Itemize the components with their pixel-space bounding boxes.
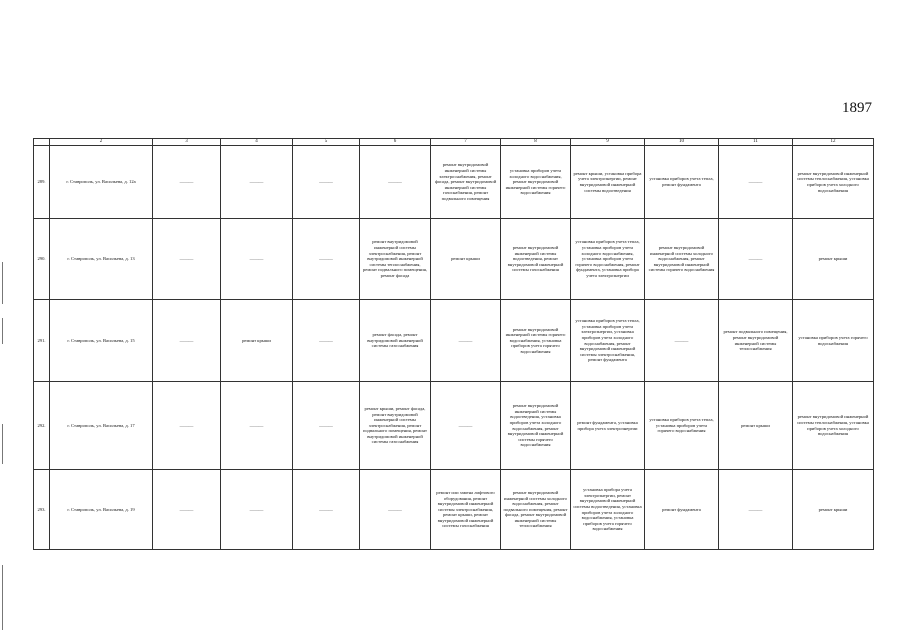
works-cell: ——— bbox=[719, 146, 793, 219]
row-number: 293. bbox=[34, 470, 50, 550]
works-cell: ремонт внутридомовой инженерной системы водоотведения, установка приборов учета холодного водоснабжения, ремонт внутридомовой инженерной системы горячего водоснабжения bbox=[501, 382, 571, 470]
header-cell: 6 bbox=[360, 139, 431, 146]
margin-mark bbox=[2, 424, 3, 464]
works-cell: ремонт крыши bbox=[431, 219, 501, 300]
header-cell: 11 bbox=[719, 139, 793, 146]
works-cell: установка приборов учета холодного водоснабжения, ремонт внутридомовой инженерной системы горячего водоснабжения bbox=[501, 146, 571, 219]
works-cell: ——— bbox=[360, 146, 431, 219]
works-cell: ——— bbox=[719, 470, 793, 550]
works-cell: ——— bbox=[221, 470, 293, 550]
works-cell: ——— bbox=[153, 300, 221, 382]
margin-mark bbox=[2, 318, 3, 344]
works-cell: ремонт фасада, ремонт внутридомовой инженерной системы газоснабжения bbox=[360, 300, 431, 382]
works-cell: ремонт крыши bbox=[719, 382, 793, 470]
table-row bbox=[34, 300, 874, 382]
works-cell: ремонт крыши, ремонт фасада, ремонт внутридомовой инженерной системы электроснабжения, ремонт подвального помещения, ремонт внутридомовой инженерной системы газоснабжения bbox=[360, 382, 431, 470]
works-cell: установка приборов учета горячего водоснабжения bbox=[793, 300, 874, 382]
table-row bbox=[34, 470, 874, 550]
works-cell: ——— bbox=[293, 146, 360, 219]
works-cell: ——— bbox=[360, 470, 431, 550]
works-cell: ——— bbox=[153, 382, 221, 470]
works-cell: установка приборов учета тепла, установка приборов учета холодного водоснабжения, установка приборов учета горячего водоснабжения, ремонт фундамента, установка прибора учета электроэнергии bbox=[571, 219, 645, 300]
address-cell: г. Ставрополь, ул. Васильева, д. 19 bbox=[50, 470, 153, 550]
works-cell: ремонт крыши bbox=[793, 470, 874, 550]
address-cell: г. Ставрополь, ул. Васильева, д. 12а bbox=[50, 146, 153, 219]
works-cell: ——— bbox=[431, 382, 501, 470]
header-cell bbox=[34, 139, 50, 146]
works-cell: ——— bbox=[293, 470, 360, 550]
works-cell: ремонт внутридомовой инженерной системы водоотведения, ремонт внутридомовой инженерной системы газоснабжения bbox=[501, 219, 571, 300]
works-cell: ——— bbox=[293, 382, 360, 470]
header-row bbox=[34, 139, 874, 146]
works-cell: ——— bbox=[153, 470, 221, 550]
works-cell: ремонт внутридомовой инженерной системы теплоснабжения, установка приборов учета холодного водоснабжения bbox=[793, 146, 874, 219]
works-cell: установка прибора учета электроэнергии, ремонт внутридомовой инженерной системы водоотведения, установка приборов учета холодного водоснабжения, установка приборов учета горячего водоснабжения bbox=[571, 470, 645, 550]
works-cell: ремонт внутридомовой инженерной системы электроснабжения, ремонт фасада, ремонт внутридомовой инженерной системы газоснабжения, ремонт подвального помещения bbox=[431, 146, 501, 219]
works-cell: ремонт подвального помещения, ремонт внутридомовой инженерной системы теплоснабжения bbox=[719, 300, 793, 382]
address-cell: г. Ставрополь, ул. Васильева, д. 13 bbox=[50, 219, 153, 300]
header-cell: 2 bbox=[50, 139, 153, 146]
header-cell: 4 bbox=[221, 139, 293, 146]
header-cell: 9 bbox=[571, 139, 645, 146]
row-number: 290. bbox=[34, 219, 50, 300]
works-cell: ——— bbox=[221, 146, 293, 219]
works-cell: ——— bbox=[431, 300, 501, 382]
header-cell: 3 bbox=[153, 139, 221, 146]
works-cell: ремонт фундамента, установка прибора учета электроэнергии bbox=[571, 382, 645, 470]
works-cell: установка приборов учета тепла, ремонт фундамента bbox=[645, 146, 719, 219]
header-cell: 12 bbox=[793, 139, 874, 146]
works-cell: ——— bbox=[153, 219, 221, 300]
repair-schedule-table bbox=[33, 138, 874, 550]
works-cell: ремонт крыши bbox=[793, 219, 874, 300]
margin-mark bbox=[2, 565, 3, 630]
works-cell: ремонт фундамента bbox=[645, 470, 719, 550]
table-row bbox=[34, 382, 874, 470]
page-number: 1897 bbox=[842, 100, 872, 116]
header-cell: 10 bbox=[645, 139, 719, 146]
works-cell: ——— bbox=[293, 219, 360, 300]
works-cell: ——— bbox=[221, 219, 293, 300]
works-cell: ремонт внутридомовой инженерной системы горячего водоснабжения, установка приборов учета горячего водоснабжения bbox=[501, 300, 571, 382]
works-cell: установка приборов учета тепла, установка приборов учета электроэнергии, установка приборов учета холодного водоснабжения, ремонт внутридомовой инженерной системы электроснабжения, ремонт фундамента bbox=[571, 300, 645, 382]
works-cell: ремонт внутридомовой инженерной системы электроснабжения, ремонт внутридомовой инженерной системы теплоснабжения, ремонт подвального помещения, ремонт фасада bbox=[360, 219, 431, 300]
address-cell: г. Ставрополь, ул. Васильева, д. 15 bbox=[50, 300, 153, 382]
row-number: 289. bbox=[34, 146, 50, 219]
works-cell: ремонт внутридомовой инженерной системы холодного водоснабжения, ремонт подвального помещения, ремонт фасада, ремонт внутридомовой инженерной системы теплоснабжения bbox=[501, 470, 571, 550]
table-row bbox=[34, 146, 874, 219]
works-cell: ремонт внутридомовой инженерной системы холодного водоснабжения, ремонт внутридомовой инженерной системы горячего водоснабжения bbox=[645, 219, 719, 300]
works-cell: ——— bbox=[645, 300, 719, 382]
works-cell: ремонт внутридомовой инженерной системы теплоснабжения, установка приборов учета холодного водоснабжения bbox=[793, 382, 874, 470]
works-cell: ——— bbox=[153, 146, 221, 219]
header-cell: 7 bbox=[431, 139, 501, 146]
header-cell: 8 bbox=[501, 139, 571, 146]
row-number: 292. bbox=[34, 382, 50, 470]
works-cell: ремонт или замена лифтового оборудования, ремонт внутридомовой инженерной системы электроснабжения, ремонт крыши, ремонт внутридомовой инженерной системы газоснабжения bbox=[431, 470, 501, 550]
row-number: 291. bbox=[34, 300, 50, 382]
table-row bbox=[34, 219, 874, 300]
works-cell: установка приборов учета тепла, установка приборов учета горячего водоснабжения bbox=[645, 382, 719, 470]
margin-mark bbox=[2, 262, 3, 304]
works-cell: ремонт крыши, установка прибора учета электроэнергии, ремонт внутридомовой инженерной системы водоотведения bbox=[571, 146, 645, 219]
works-cell: ремонт крыши bbox=[221, 300, 293, 382]
header-cell: 5 bbox=[293, 139, 360, 146]
address-cell: г. Ставрополь, ул. Васильева, д. 17 bbox=[50, 382, 153, 470]
works-cell: ——— bbox=[221, 382, 293, 470]
works-cell: ——— bbox=[293, 300, 360, 382]
works-cell: ——— bbox=[719, 219, 793, 300]
